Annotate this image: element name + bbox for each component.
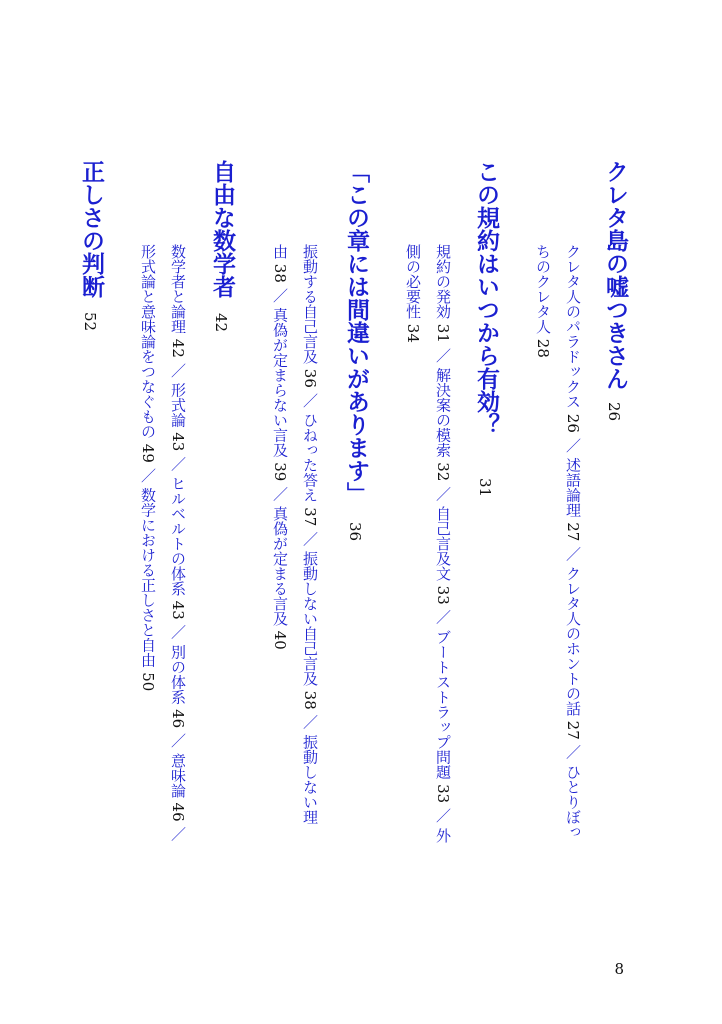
chapter-3-entries-line-1: 振動する自己言及 36 ／ ひねった答え 37 ／ 振動しない自己言及 38 ／ 振動しない理 xyxy=(301,244,319,825)
chapter-2-page: 31 xyxy=(476,478,494,498)
chapter-2-entries-line-2: 側の必要性 34 xyxy=(404,244,422,343)
chapter-5-page: 52 xyxy=(81,312,99,332)
chapter-3-entries-line-2: 由 38 ／ 真偽が定まらない言及 39 ／ 真偽が定まる言及 40 xyxy=(271,244,289,650)
chapter-4-page: 42 xyxy=(212,313,230,333)
chapter-4-entries-line-2: 形式論と意味論をつなぐもの 49 ／ 数学における正しさと自由 50 xyxy=(139,244,157,692)
chapter-1-entries-line-2: ちのクレタ人 28 xyxy=(534,244,552,358)
chapter-1-entries-line-1: クレタ人のパラドックス 26 ／ 述語論理 27 ／ クレタ人のホントの話 27 ／ ひとりぼっ xyxy=(564,244,582,840)
chapter-1-title[interactable]: クレタ島の嘘つきさん xyxy=(602,160,629,390)
chapter-2-title[interactable]: この規約はいつから有効？ xyxy=(473,160,500,436)
chapter-3-page: 36 xyxy=(346,522,364,542)
chapter-4-entries-line-1: 数学者と論理 42 ／ 形式論 43 ／ ヒルベルトの体系 43 ／ 別の体系 46 ／ 意味論 46 ／ xyxy=(169,244,187,842)
chapter-4-title[interactable]: 自由な数学者 xyxy=(209,160,236,298)
chapter-3-title[interactable]: 「この章には間違いがあります」 xyxy=(343,160,370,505)
chapter-1-page: 26 xyxy=(605,402,623,422)
chapter-2-entries-line-1: 規約の発効 31 ／ 解決案の模索 32 ／ 自己言及文 33 ／ ブートストラップ問題 33 ／ 外 xyxy=(434,244,452,843)
page-number: 8 xyxy=(614,960,624,978)
chapter-5-title[interactable]: 正しさの判断 xyxy=(78,160,105,298)
